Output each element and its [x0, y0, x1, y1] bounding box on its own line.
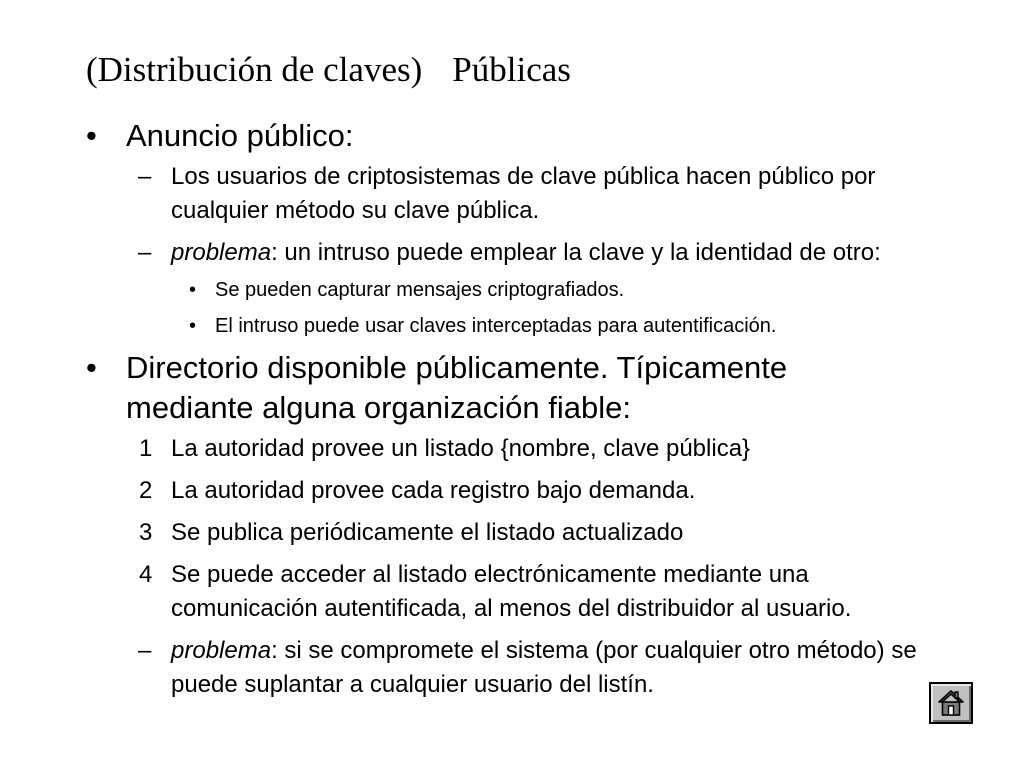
sub-item-text: : un intruso puede emplear la clave y la identidad de otro: [271, 239, 881, 266]
bullet-directorio [0, 348, 917, 702]
sub-item-text: : si se compromete el sistema (por cualquier otro método) se puede suplantar a cualquier usuario del listín. [171, 637, 917, 698]
sub-item-text: La autoridad provee un listado {nombre, clave pública} [171, 435, 751, 462]
dash-marker: – [138, 239, 152, 266]
title-topic: (Distribución de claves) [86, 50, 423, 89]
sub-item-text: La autoridad provee cada registro bajo demanda. [171, 477, 696, 504]
item-number: 2 [139, 477, 153, 504]
sub-list [126, 432, 917, 702]
dash-marker: – [138, 637, 152, 664]
bullet-marker: • [86, 350, 97, 385]
dash-marker: – [138, 163, 152, 190]
numbered-item-2 [0, 474, 941, 508]
sub-sub-list [171, 276, 941, 340]
small-bullet-marker: • [189, 279, 197, 301]
sub-sub-item-claves-interceptadas [0, 312, 975, 340]
sub-item-text: Los usuarios de criptosistemas de clave pública hacen público por cualquier método su clave pública. [171, 163, 876, 224]
sub-item-text: Se puede acceder al listado electrónicamente mediante una comunicación autentificada, al menos del distribuidor al usuario. [171, 561, 852, 622]
sub-sub-item-capturar [0, 276, 975, 304]
bullet-text: Anuncio público: [126, 118, 354, 153]
bullet-marker: • [86, 118, 97, 153]
problem-label: problema [171, 637, 272, 664]
item-number: 4 [139, 561, 153, 588]
title-subtopic: Públicas [452, 50, 571, 89]
bullet-list [0, 116, 1024, 702]
numbered-item-3 [0, 516, 941, 550]
slide-title [86, 50, 571, 90]
sub-sub-item-text: Se pueden capturar mensajes criptografiados. [215, 279, 625, 301]
problem-label: problema [171, 239, 272, 266]
sub-item-problema-intruso [0, 236, 941, 340]
bullet-anuncio-publico [0, 116, 886, 340]
small-bullet-marker: • [189, 315, 197, 337]
numbered-item-1 [0, 432, 941, 466]
home-button[interactable] [929, 682, 973, 724]
sub-item-usuarios [0, 160, 941, 228]
bullet-text: Directorio disponible públicamente. Típicamente mediante alguna organización fiable: [126, 350, 788, 425]
item-number: 3 [139, 519, 153, 546]
sub-item-problema-sistema [0, 634, 941, 702]
item-number: 1 [139, 435, 153, 462]
sub-sub-item-text: El intruso puede usar claves interceptadas para autentificación. [215, 315, 777, 337]
sub-item-text: Se publica periódicamente el listado actualizado [171, 519, 684, 546]
sub-list [126, 160, 886, 340]
home-icon [935, 687, 967, 719]
numbered-item-4 [0, 558, 941, 626]
